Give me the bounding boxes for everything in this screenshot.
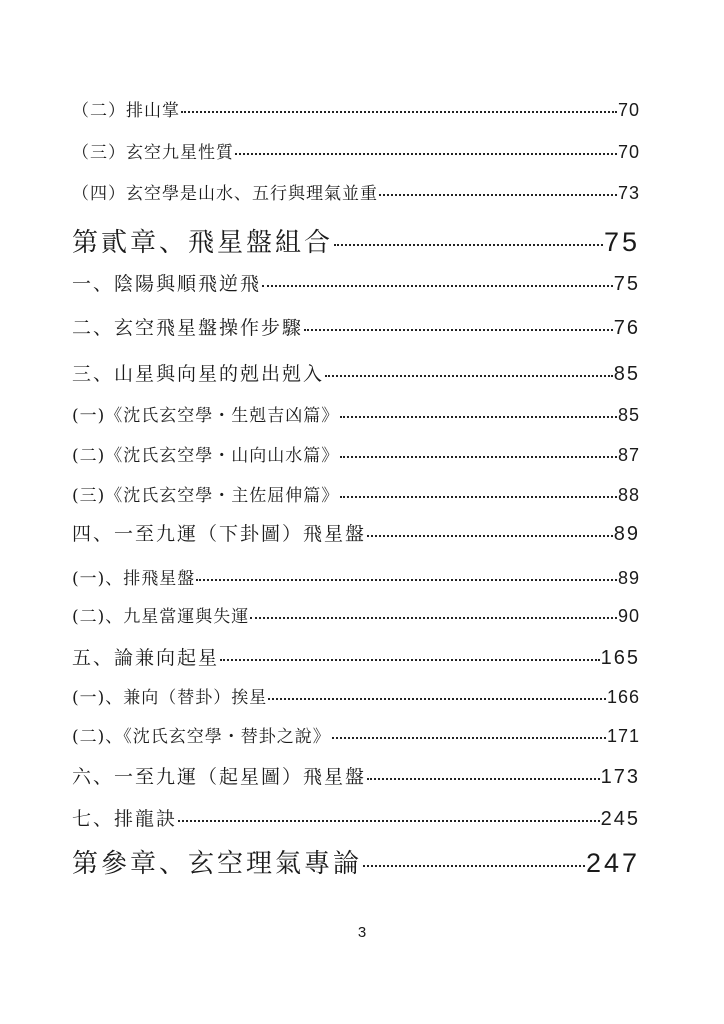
toc-entry	[72, 804, 640, 831]
dot-leader	[196, 567, 617, 584]
toc-entry-page: 245	[600, 808, 640, 830]
toc-entry-title: (一)、兼向（替卦）挨星	[72, 688, 268, 708]
toc-entry	[72, 96, 640, 121]
toc-entry-page: 247	[585, 848, 640, 878]
toc-chapter-entry	[72, 843, 640, 880]
toc-entry-title: (二)、《沈氏玄空學・替卦之說》	[72, 727, 331, 747]
toc-entry-title: (三)《沈氏玄空學・主佐屈伸篇》	[72, 486, 340, 506]
toc-entry-title: 四、一至九運（下卦圖）飛星盤	[72, 523, 367, 545]
dot-leader	[250, 605, 617, 622]
dot-leader	[340, 444, 617, 461]
toc-entry	[72, 602, 640, 627]
dot-leader	[367, 521, 613, 540]
toc-entry	[72, 269, 640, 296]
toc-entry-title: 第參章、玄空理氣專論	[72, 849, 363, 879]
toc-entry-page: 88	[617, 485, 640, 505]
dot-leader	[379, 182, 617, 199]
toc-entry-page: 85	[613, 363, 640, 385]
dot-leader	[235, 141, 617, 158]
toc-entry-title: (一)、排飛星盤	[72, 569, 196, 589]
toc-entry-page: 166	[606, 687, 640, 707]
toc-entry-title: （三）玄空九星性質	[72, 143, 234, 163]
toc-entry-page: 173	[600, 766, 640, 788]
toc-entry-title: (二)《沈氏玄空學・山向山水篇》	[72, 446, 340, 466]
toc-entry-title: （四）玄空學是山水、五行與理氣並重	[72, 184, 378, 204]
toc-entry-title: （二）排山掌	[72, 101, 180, 121]
toc-entry-page: 75	[613, 273, 640, 295]
toc-entry	[72, 359, 640, 386]
toc-entry	[72, 313, 640, 340]
toc-entry	[72, 762, 640, 789]
dot-leader	[268, 686, 606, 703]
toc-entry-page: 85	[617, 405, 640, 425]
dot-leader	[332, 725, 606, 742]
toc-entry-page: 87	[617, 445, 640, 465]
dot-leader	[178, 806, 600, 825]
toc-entry-page: 70	[617, 100, 640, 120]
toc-entry-title: (二)、九星當運與失運	[72, 607, 250, 627]
toc-entry-page: 90	[617, 606, 640, 626]
toc-entry	[72, 722, 640, 747]
dot-leader	[325, 361, 613, 380]
toc-entry	[72, 138, 640, 163]
dot-leader	[220, 645, 600, 664]
toc-entry-page: 165	[600, 647, 640, 669]
toc-entry-page: 76	[613, 317, 640, 339]
toc-entry	[72, 564, 640, 589]
toc-entry-page: 89	[617, 568, 640, 588]
dot-leader	[304, 315, 613, 334]
toc-entry-page: 89	[613, 523, 640, 545]
toc-entry	[72, 481, 640, 506]
dot-leader	[262, 271, 613, 290]
page-number: 3	[357, 924, 367, 941]
toc-entry-page: 171	[606, 726, 640, 746]
toc-entry	[72, 519, 640, 546]
toc-chapter-entry	[72, 222, 640, 259]
toc-entry	[72, 441, 640, 466]
toc-entry-page: 73	[617, 183, 640, 203]
toc-entry-title: 一、陰陽與順飛逆飛	[72, 273, 262, 295]
dot-leader	[334, 225, 603, 251]
toc-entry-page: 70	[617, 142, 640, 162]
toc-entry-title: (一)《沈氏玄空學・生剋吉凶篇》	[72, 406, 340, 426]
dot-leader	[181, 99, 617, 116]
toc-entry	[72, 643, 640, 670]
toc-entry	[72, 683, 640, 708]
toc-entry-title: 六、一至九運（起星圖）飛星盤	[72, 766, 367, 788]
dot-leader	[340, 404, 617, 421]
toc-entry-title: 五、論兼向起星	[72, 647, 220, 669]
dot-leader	[363, 846, 585, 872]
toc-entry-title: 三、山星與向星的剋出剋入	[72, 363, 325, 385]
toc-entry-title: 七、排龍訣	[72, 808, 178, 830]
toc-entry	[72, 401, 640, 426]
dot-leader	[367, 764, 600, 783]
toc-entry-title: 二、玄空飛星盤操作步驟	[72, 317, 304, 339]
toc-entry-page: 75	[603, 227, 640, 257]
dot-leader	[340, 484, 617, 501]
toc-entry	[72, 179, 640, 204]
toc-entry-title: 第貳章、飛星盤組合	[72, 228, 334, 258]
